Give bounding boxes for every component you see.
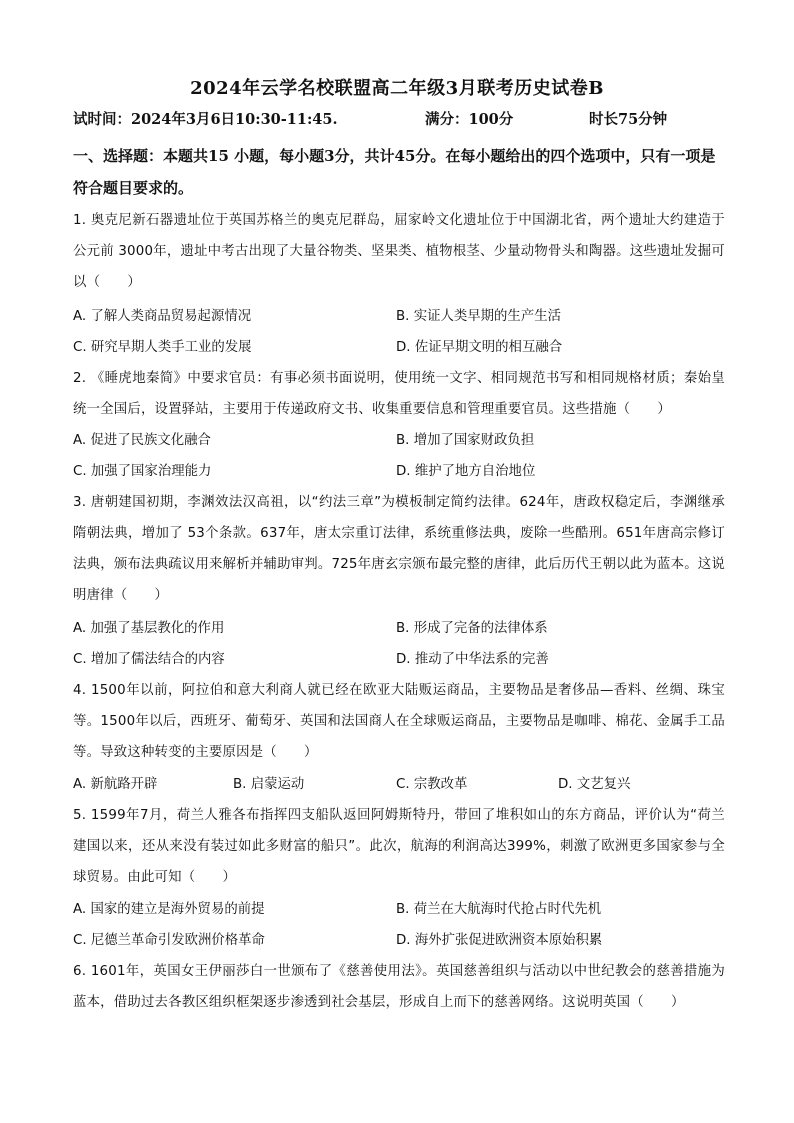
question-1-option-b: B. 实证人类早期的生产生活 <box>396 309 561 324</box>
question-3-stem: 3. 唐朝建国初期，李渊效法汉高祖，以“约法三章”为模板制定简约法律。624年，唐政权稳定后，李渊继承隋朝法典，增加了 53个条款。637年，唐太宗重订法律，系统重修法典，废除一些酷刑。651年唐高宗修订法典，颁布法典疏议用来解析并辅助审判。725年唐玄宗颁布最完整的唐律，此后历代王朝以此为蓝本。这说明唐律（ ） <box>73 495 725 603</box>
question-1-option-c: C. 研究早期人类手工业的发展 <box>73 340 252 355</box>
question-3-option-c: C. 增加了儒法结合的内容 <box>73 652 225 667</box>
question-5-stem: 5. 1599年7月，荷兰人雅各布指挥四支船队返回阿姆斯特丹，带回了堆积如山的东方商品，评价认为“荷兰建国以来，还从来没有装过如此多财富的船只”。此次，航海的利润高达399%，刺激了欧洲更多国家参与全球贸易。由此可知（ ） <box>73 808 725 885</box>
question-2-option-d: D. 维护了地方自治地位 <box>396 464 536 479</box>
exam-score: 满分：100分 <box>425 111 514 128</box>
question-6-stem: 6. 1601年，英国女王伊丽莎白一世颁布了《慈善使用法》。英国慈善组织与活动以中世纪教会的慈善措施为蓝本，借助过去各教区组织框架逐步渗透到社会基层，形成自上而下的慈善网络。这说明英国（ ） <box>73 964 725 1010</box>
question-3-options-row-2 <box>73 644 733 675</box>
question-3-option-b: B. 形成了完备的法律体系 <box>396 621 548 636</box>
question-5-options-row-1 <box>73 894 733 925</box>
question-5-option-c: C. 尼德兰革命引发欧洲价格革命 <box>73 933 265 948</box>
question-4-options-row <box>73 769 733 800</box>
question-1-stem: 1. 奥克尼新石器遗址位于英国苏格兰的奥克尼群岛，屈家岭文化遗址位于中国湖北省，两个遗址大约建造于公元前 3000年，遗址中考古出现了大量谷物类、坚果类、植物根茎、少量动物骨头和陶器。这些遗址发掘可以（ ） <box>73 213 725 290</box>
question-1-options-row-1 <box>73 301 733 332</box>
question-4-option-b: B. 启蒙运动 <box>233 777 305 792</box>
question-2-option-b: B. 增加了国家财政负担 <box>396 433 535 448</box>
question-4-option-d: D. 文艺复兴 <box>558 777 631 792</box>
question-2-stem: 2. 《睡虎地秦简》中要求官员：有事必须书面说明，使用统一文字、相同规范书写和相同规格材质；秦始皇统一全国后，设置驿站，主要用于传递政府文书、收集重要信息和管理重要官员。这些措施（ ） <box>73 371 725 417</box>
question-5-options-row-2 <box>73 925 733 956</box>
question-2-options-row-1 <box>73 425 733 456</box>
question-2-options-row-2 <box>73 456 733 487</box>
question-3-options-row-1 <box>73 613 733 644</box>
question-3-option-a: A. 加强了基层教化的作用 <box>73 621 225 636</box>
question-2-option-c: C. 加强了国家治理能力 <box>73 464 212 479</box>
question-1-options-row-2 <box>73 332 733 363</box>
exam-meta <box>73 108 733 130</box>
question-4-option-a: A. 新航路开辟 <box>73 777 158 792</box>
question-4-option-c: C. 宗教改革 <box>396 777 468 792</box>
question-1-option-a: A. 了解人类商品贸易起源情况 <box>73 309 252 324</box>
exam-title: 2024年云学名校联盟高二年级3月联考历史试卷B <box>190 78 604 99</box>
question-4-stem: 4. 1500年以前，阿拉伯和意大利商人就已经在欧亚大陆贩运商品，主要物品是奢侈品—香料、丝绸、珠宝等。1500年以后，西班牙、葡萄牙、英国和法国商人在全球贩运商品，主要物品是咖啡、棉花、金属手工品等。导致这种转变的主要原因是（ ） <box>73 683 725 760</box>
exam-time: 试时间：2024年3月6日10:30-11:45. <box>73 111 338 128</box>
question-3-option-d: D. 推动了中华法系的完善 <box>396 652 549 667</box>
question-5-option-a: A. 国家的建立是海外贸易的前提 <box>73 902 265 917</box>
question-1-option-d: D. 佐证早期文明的相互融合 <box>396 340 563 355</box>
question-2-option-a: A. 促进了民族文化融合 <box>73 433 211 448</box>
question-5-option-d: D. 海外扩张促进欧洲资本原始积累 <box>396 933 603 948</box>
section-heading: 一、选择题：本题共15 小题，每小题3分，共计45分。在每小题给出的四个选项中，只有一项是符合题目要求的。 <box>73 147 716 197</box>
exam-duration: 时长75分钟 <box>589 111 668 128</box>
question-5-option-b: B. 荷兰在大航海时代抢占时代先机 <box>396 902 602 917</box>
